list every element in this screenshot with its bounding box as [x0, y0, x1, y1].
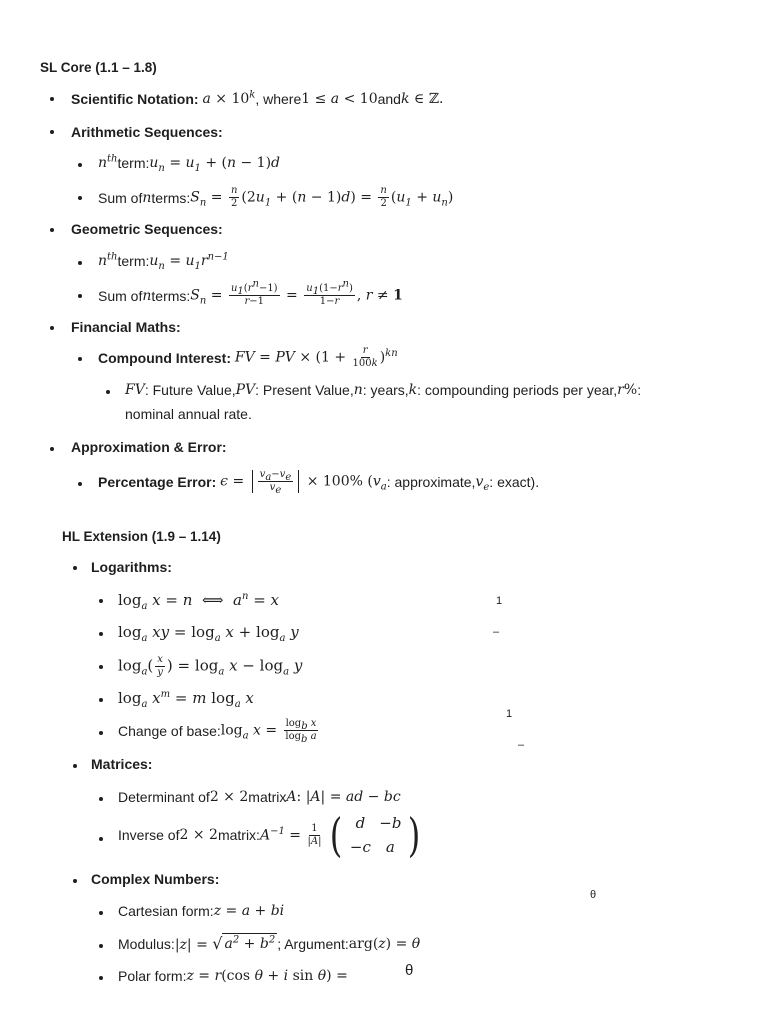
stray-mark-dash: – — [518, 739, 525, 751]
scientific-notation-label: Scientific Notation: — [71, 91, 199, 107]
bullet — [99, 731, 103, 735]
stray-mark-one: 1 — [496, 595, 503, 607]
item-complex-numbers — [91, 869, 219, 889]
stray-mark-theta: θ — [590, 889, 597, 901]
k-def: : compounding periods per year, — [417, 382, 618, 398]
complex-label: Complex Numbers: — [91, 871, 220, 887]
approx-label: Approximation & Error: — [71, 439, 227, 455]
bullet — [50, 326, 54, 330]
matrices-label: Matrices: — [91, 756, 153, 772]
sci-and-text: and — [377, 91, 401, 107]
formula-geo-sn: $S_n$ = $\frac{u_1(r^n-1)}{r-1}$ = $\frac{u_1(1-r^n)}{1-r}$ , r ≠ 1 — [190, 278, 403, 307]
item-log-product — [118, 622, 299, 642]
pv-def: : Present Value, — [255, 382, 354, 398]
fv-def: : Future Value, — [144, 382, 236, 398]
bullet — [99, 599, 103, 603]
item-log-change-base — [118, 718, 320, 745]
formula-geo-un: $u_n = u_1r^{n-1}$ — [149, 251, 229, 272]
item-arith-sum: Sum of n terms: $S_n$ = $\frac{n}{2}$ $(2u_1 + (n - 1)d)$ = $\frac{n}{2}$ $(u_1 + u_n)$ — [98, 185, 454, 209]
argument-text: ; Argument: — [277, 936, 349, 952]
bullet — [99, 944, 103, 948]
bullet — [73, 566, 77, 570]
stray-mark-one: 1 — [506, 708, 513, 720]
modulus-text: Modulus: — [118, 936, 175, 952]
formula-modulus: |z| = √ $a^2 + b^2$ — [174, 934, 276, 953]
cartesian-text: Cartesian form: — [118, 903, 214, 919]
item-percentage-error: Percentage Error: ϵ = $\frac{v_a-v_e}{v_e}$ × 100% ($v_a$ : approximate, $v_e$ : exact). — [98, 469, 540, 496]
polar-text: Polar form: — [118, 968, 187, 984]
change-base-text: Change of base: — [118, 722, 221, 739]
r-def-end: : — [637, 382, 642, 398]
item-polar-form — [118, 966, 348, 986]
inv-mid: matrix: — [217, 827, 260, 843]
bullet — [78, 482, 82, 486]
formula-log-power: $\log_a x^m = m$ $\log_a x$ — [118, 689, 254, 710]
ve-def: : exact). — [489, 473, 540, 490]
geo-nth-text: term: — [117, 253, 150, 269]
financial-label: Financial Maths: — [71, 319, 181, 335]
item-scientific-notation — [71, 89, 443, 109]
formula-polar: z = r(cos θ + i sin θ) = — [186, 968, 348, 984]
formula-sci-int: k ∈ ℤ. — [400, 91, 444, 107]
bullet — [99, 911, 103, 915]
formula-determinant: A: |A| = ad − bc — [286, 789, 401, 805]
va-def: : approximate, — [386, 473, 476, 490]
bullet — [99, 632, 103, 636]
item-geo-sum: Sum of n terms: $S_n$ = $\frac{u_1(r^n-1)}{r-1}$ = $\frac{u_1(1-r^n)}{1-r}$ , r ≠ 1 — [98, 278, 403, 307]
formula-sci-cond: 1 ≤ a < 10 — [301, 91, 378, 107]
det-prefix: Determinant of — [118, 789, 210, 805]
bullet — [78, 294, 82, 298]
bullet — [99, 976, 103, 980]
bullet — [106, 390, 110, 394]
formula-sci: a × 10$^k$ — [202, 89, 256, 107]
geo-sum-prefix: Sum of — [98, 287, 143, 304]
item-cartesian — [118, 901, 284, 921]
logarithms-label: Logarithms: — [91, 559, 172, 575]
bullet — [78, 261, 82, 265]
item-log-power — [118, 688, 254, 708]
arithmetic-label: Arithmetic Sequences: — [71, 124, 223, 140]
geometric-label: Geometric Sequences: — [71, 221, 223, 237]
item-compound-interest — [98, 346, 398, 369]
bullet — [78, 357, 82, 361]
item-modulus-argument — [118, 933, 420, 955]
bullet — [99, 665, 103, 669]
formula-pct-error: ϵ = $\frac{v_a-v_e}{v_e}$ × 100% ($v_a$ — [220, 469, 387, 496]
bullet — [99, 797, 103, 801]
bullet — [50, 97, 54, 101]
bullet — [78, 196, 82, 200]
formula-inverse: $A^{-1}$ = $\frac{1}{|A|}$ — [259, 822, 322, 847]
formula-log-def: $\log_a x = n$ ⟺ $a^n = x$ — [118, 591, 279, 612]
bullet — [78, 163, 82, 167]
finance-defs-line2: nominal annual rate. — [125, 406, 252, 422]
bullet — [50, 228, 54, 232]
formula-compound: FV = PV × (1 + $\frac{r}{100k}$ )$^{kn}$ — [234, 345, 398, 369]
formula-argument: arg(z) = θ — [348, 936, 421, 952]
formula-arith-un: $u_n = u_1 + (n - 1)d$ — [149, 155, 281, 174]
formula-cartesian: z = a + bi — [213, 903, 285, 919]
det-mid: matrix — [248, 789, 287, 805]
stray-mark-theta: θ — [405, 962, 414, 979]
item-arith-nth-term: $n^{th}$ term: $u_n = u_1 + (n - 1)d$ — [98, 153, 281, 174]
item-logarithms — [91, 557, 172, 577]
formula-arith-sn: $S_n$ = $\frac{n}{2}$ $(2u_1 + (n - 1)d)$ = $\frac{n}{2}$ $(u_1 + u_n)$ — [190, 185, 454, 209]
item-log-def — [118, 590, 279, 610]
item-geometric-sequences — [71, 219, 223, 239]
section-title-sl-core: SL Core (1.1 – 1.8) — [40, 60, 157, 75]
section-title-hl-extension: HL Extension (1.9 – 1.14) — [62, 529, 221, 544]
item-financial-maths — [71, 317, 181, 337]
arith-sum-suffix: terms: — [151, 189, 191, 206]
stray-mark-dash: – — [493, 626, 500, 638]
item-log-quotient — [118, 655, 302, 678]
geo-sum-suffix: terms: — [151, 287, 191, 304]
bullet — [99, 698, 103, 702]
arith-nth-text: term: — [117, 155, 150, 171]
n-def: : years, — [362, 382, 409, 398]
bullet — [99, 837, 103, 841]
bullet — [50, 130, 54, 134]
item-finance-defs: FV : Future Value, PV : Present Value, n : years, k : compounding periods per year, r% : — [125, 382, 642, 398]
item-determinant: Determinant of 2 × 2 matrix A: |A| = ad − bc — [118, 789, 401, 805]
bullet — [73, 879, 77, 883]
inverse-matrix: ( d −b −c a ) — [330, 808, 421, 862]
inv-prefix: Inverse of — [118, 827, 180, 843]
formula-change-base: $\log_a x$ = $\frac{\log_b x}{\log_b a}$ — [220, 718, 317, 745]
formula-log-quotient: $\log_a$( $\frac{x}{y}$ ) = $\log_a x - \log_a y$ — [118, 654, 303, 678]
item-approximation-error — [71, 437, 227, 457]
bullet — [73, 764, 77, 768]
pct-error-label: Percentage Error: — [98, 473, 217, 490]
compound-label: Compound Interest: — [98, 349, 231, 366]
sci-mid-text: , where — [255, 91, 302, 107]
item-arithmetic-sequences — [71, 122, 223, 142]
item-matrices — [91, 754, 152, 774]
item-inverse: Inverse of 2 × 2 matrix: $A^{-1}$ = $\frac{1}{|A|}$ ( d −b −c a ) — [118, 812, 423, 858]
formula-log-product: $\log_a$ xy = $\log_a x + \log_a y$ — [118, 623, 299, 644]
bullet — [50, 447, 54, 451]
arith-sum-prefix: Sum of — [98, 189, 143, 206]
item-geo-nth-term: $n^{th}$ term: $u_n = u_1r^{n-1}$ — [98, 251, 229, 272]
